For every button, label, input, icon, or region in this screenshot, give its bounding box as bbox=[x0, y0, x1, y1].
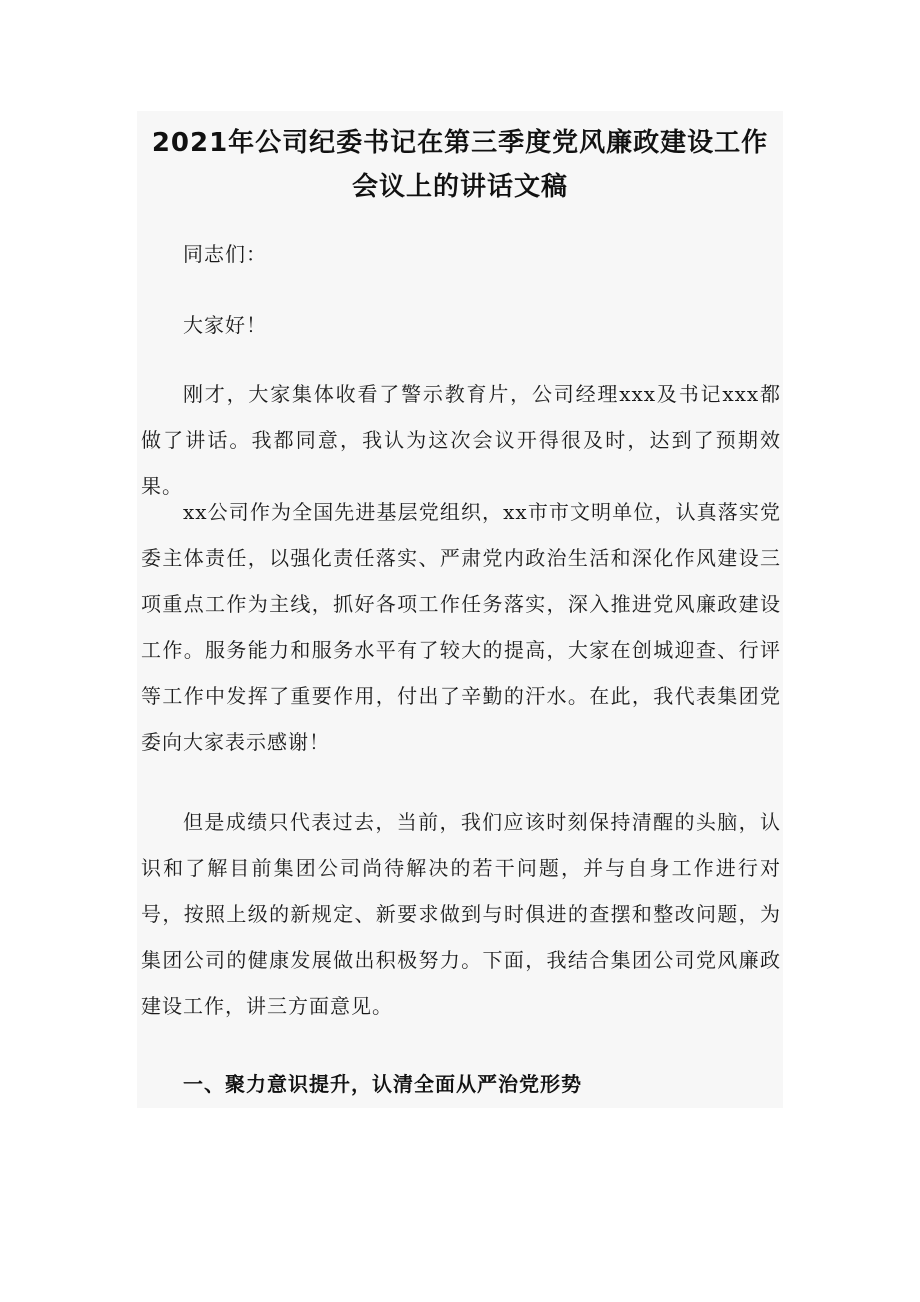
title-line-1: 2021年公司纪委书记在第三季度党风廉政建设工作 bbox=[151, 128, 769, 158]
paragraph-issues: 但是成绩只代表过去，当前，我们应该时刻保持清醒的头脑，认识和了解目前集团公司尚待解决的若干问题，并与自身工作进行对号，按照上级的新规定、新要求做到与时俱进的查摆和整改问题，为集团公司的健康发展做出积极努力。下面，我结合集团公司党风廉政建设工作，讲三方面意见。 bbox=[141, 810, 781, 1018]
section-heading-1: 一、聚力意识提升，认清全面从严治党形势 bbox=[183, 1072, 582, 1096]
paragraph-achievements: xx公司作为全国先进基层党组织，xx市市文明单位，认真落实党委主体责任，以强化责任落实、严肃党内政治生活和深化作风建设三项重点工作为主线，抓好各项工作任务落实，深入推进党风廉政建设工作。服务能力和服务水平有了较大的提高，大家在创城迎查、行评等工作中发挥了重要作用，付出了辛勤的汗水。在此，我代表集团党委向大家表示感谢！ bbox=[141, 500, 781, 754]
greeting: 大家好！ bbox=[183, 313, 267, 337]
document-page bbox=[137, 111, 783, 1108]
document-title-text bbox=[137, 121, 783, 209]
title-line-2: 会议上的讲话文稿 bbox=[351, 172, 568, 202]
document-title bbox=[137, 121, 783, 209]
salutation: 同志们： bbox=[183, 242, 267, 266]
paragraph-opening: 刚才，大家集体收看了警示教育片，公司经理xxx及书记xxx都做了讲话。我都同意，我认为这次会议开得很及时，达到了预期效果。 bbox=[141, 382, 781, 498]
